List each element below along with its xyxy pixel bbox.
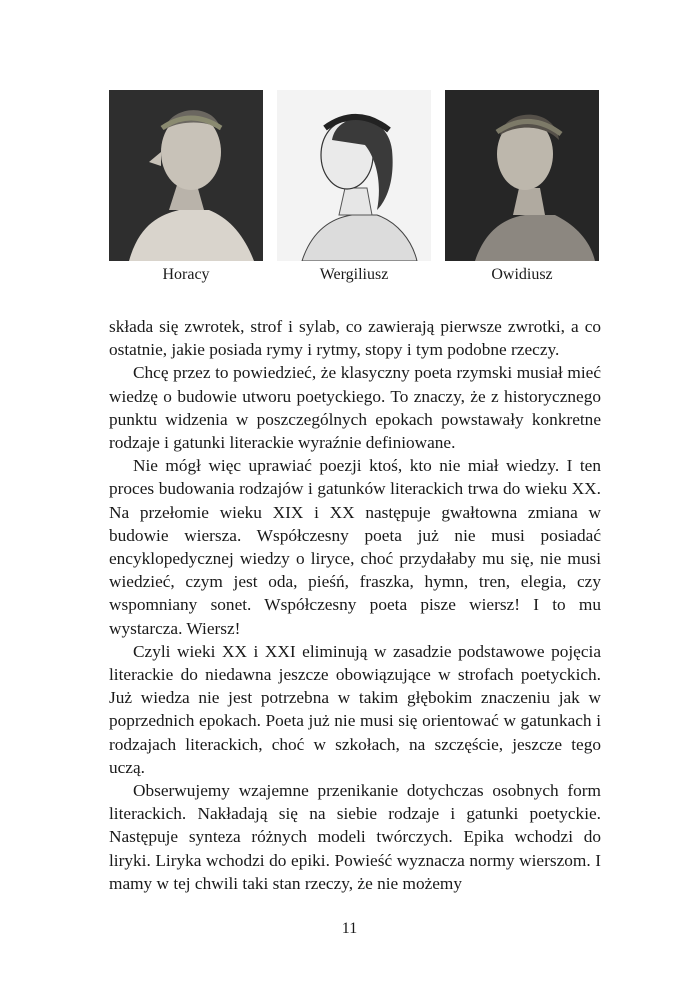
caption-owidiusz: Owidiusz	[491, 266, 553, 283]
caption-wergiliusz: Wergiliusz	[319, 266, 389, 283]
paragraph: Nie mógł więc uprawiać poezji ktoś, kto nie miał wiedzy. I ten proces budowania rodzajów i gatunków literackich trwa do wieku XX. Na przełomie wieku XIX i XX następuje gwałtowna zmiana w budowie wiersza. Współczesny poeta już nie musi posiadać encyklopedycznej wiedzy o liryce, choć przydałaby mu się, nie musi wiedzieć, czym jest oda, pieśń, fraszka, hymn, tren, elegia, czy wspomniany sonet. Współczesny poeta pisze wiersz! I to mu wystarcza. Wiersz!	[109, 456, 601, 638]
paragraph: Chcę przez to powiedzieć, że klasyczny poeta rzymski musiał mieć wiedzę o budowie utworu poetyckiego. To znaczy, że z historycznego punktu widzenia w poszczególnych epokach powstawały konkretne rodzaje i gatunki literackie wyraźnie definiowane.	[109, 363, 601, 453]
portrait-owidiusz	[445, 90, 599, 261]
paragraph: składa się zwrotek, strof i sylab, co zawierają pierwsze zwrotki, a co ostatnie, jakie posiada rymy i rytmy, stopy i tym podobne rzeczy.	[109, 317, 601, 360]
portrait-gallery	[109, 90, 601, 262]
caption-horacy: Horacy	[162, 266, 210, 283]
page-number: 11	[341, 920, 358, 937]
portrait-horacy	[109, 90, 263, 261]
body-text	[109, 315, 601, 895]
paragraph: Czyli wieki XX i XXI eliminują w zasadzie podstawowe pojęcia literackie do niedawna jeszcze obowiązujące w strofach poetyckich. Już wiedza nie jest potrzebna w takim głębokim znaczeniu jak w poprzednich epokach. Poeta już nie musi się orientować w gatunkach i rodzajach literackich, choć w szkołach, na szczęście, jeszcze tego uczą.	[109, 641, 601, 777]
paragraph: Obserwujemy wzajemne przenikanie dotychczas osobnych form literackich. Nakładają się na siebie rodzaje i gatunki poetyckie. Następuje synteza różnych modeli twórczych. Epika wchodzi do liryki. Liryka wchodzi do epiki. Powieść wyznacza normy wierszom. I mamy w tej chwili taki stan rzeczy, że nie możemy	[109, 781, 601, 893]
portrait-wergiliusz	[277, 90, 431, 261]
